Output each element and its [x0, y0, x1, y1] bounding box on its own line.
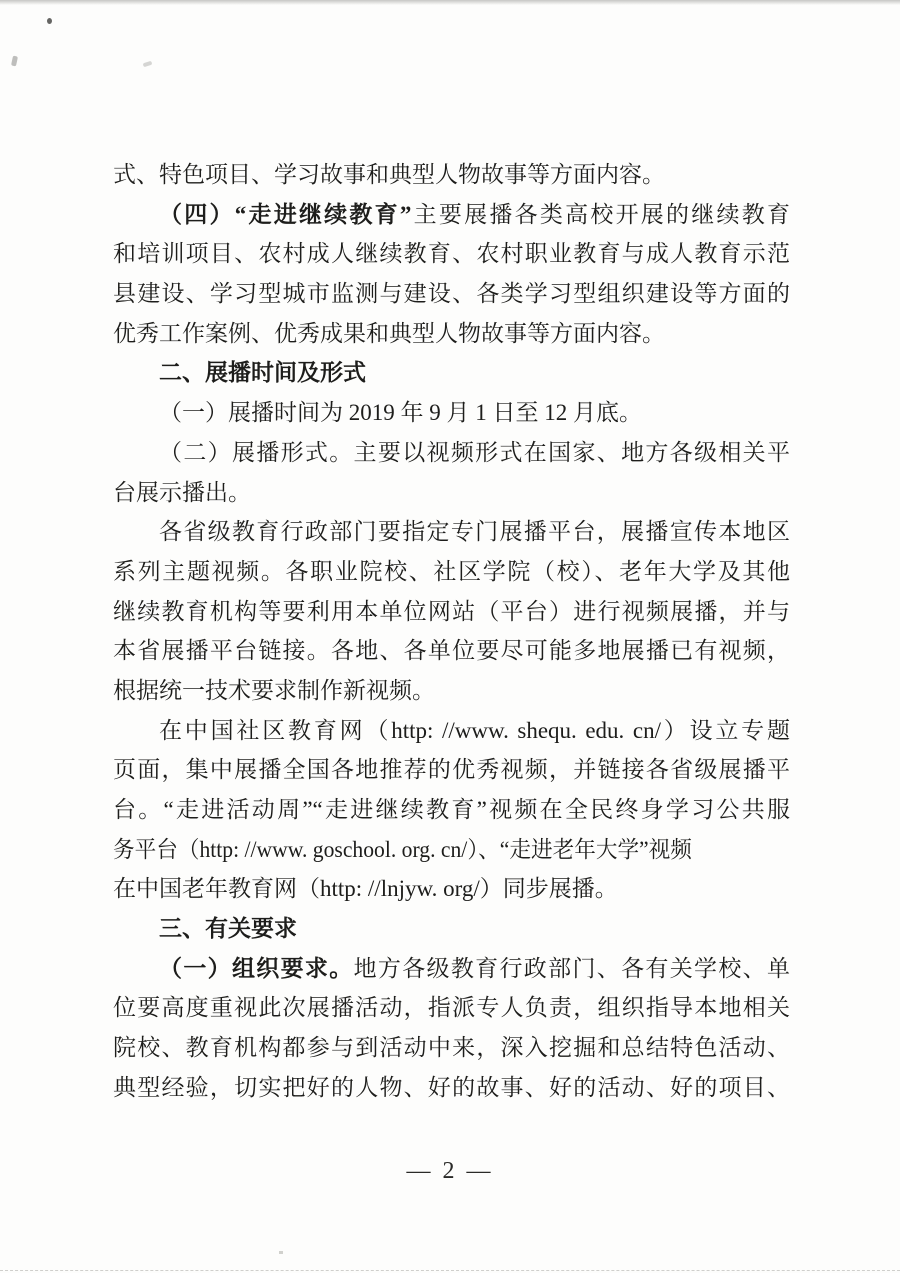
- page-number: — 2 —: [406, 1158, 494, 1184]
- text-line: 继续教育机构等要利用本单位网站（平台）进行视频展播，并与: [113, 598, 790, 624]
- scan-edge-artifact-top: [0, 0, 900, 5]
- text-line: 页面，集中展播全国各地推荐的优秀视频，并链接各省级展播平: [113, 757, 790, 783]
- section-heading-3: 三、有关要求: [159, 916, 297, 942]
- text-line: 典型经验，切实把好的人物、好的故事、好的活动、好的项目、: [113, 1074, 790, 1100]
- text-line-rest: 主要展播各类高校开展的继续教育: [411, 201, 791, 227]
- text-line: 院校、教育机构都参与到活动中来，深入挖掘和总结特色活动、: [113, 1035, 790, 1061]
- text-line: [113, 195, 790, 235]
- text-line: 本省展播平台链接。各地、各单位要尽可能多地展播已有视频，: [113, 638, 790, 664]
- text-line: 和培训项目、农村成人继续教育、农村职业教育与成人教育示范: [113, 241, 790, 267]
- document-text-block: [113, 155, 790, 1108]
- scan-speck: [11, 56, 18, 67]
- scan-speck: [279, 1251, 283, 1254]
- text-line: 优秀工作案例、优秀成果和典型人物故事等方面内容。: [113, 320, 665, 346]
- text-line-rest: 地方各级教育行政部门、各有关学校、单: [353, 955, 791, 981]
- text-line: 位要高度重视此次展播活动，指派专人负责，组织指导本地相关: [113, 995, 790, 1021]
- text-line: 县建设、学习型城市监测与建设、各类学习型组织建设等方面的: [113, 281, 790, 307]
- section-heading-2: 二、展播时间及形式: [159, 360, 366, 386]
- text-line: （二）展播形式。主要以视频形式在国家、地方各级相关平: [159, 439, 790, 465]
- bold-lead: （四）“走进继续教育”: [159, 201, 412, 227]
- scan-speck: [47, 18, 52, 24]
- text-line-url: 务平台（http: //www. goschool. org. cn/）、“走进老年大学”视频: [113, 836, 692, 862]
- scan-edge-artifact-bottom: [0, 1270, 900, 1271]
- bold-lead: （一）组织要求。: [159, 955, 354, 981]
- text-line: 系列主题视频。各职业院校、社区学院（校）、老年大学及其他: [113, 558, 790, 584]
- text-line: 台。“走进活动周”“走进继续教育”视频在全民终身学习公共服: [113, 797, 790, 822]
- text-line: 式、特色项目、学习故事和典型人物故事等方面内容。: [113, 162, 665, 187]
- text-line: 台展示播出。: [113, 479, 251, 505]
- scan-speck: [143, 61, 153, 68]
- text-line: [113, 949, 790, 989]
- text-line-url: 在中国社区教育网（http: //www. shequ. edu. cn/）设立专题: [159, 717, 790, 743]
- text-line: 各省级教育行政部门要指定专门展播平台，展播宣传本地区: [159, 519, 790, 545]
- text-line-url: 在中国老年教育网（http: //lnjyw. org/）同步展播。: [113, 876, 618, 902]
- text-line: 根据统一技术要求制作新视频。: [113, 677, 435, 703]
- text-line: （一）展播时间为 2019 年 9 月 1 日至 12 月底。: [159, 400, 642, 426]
